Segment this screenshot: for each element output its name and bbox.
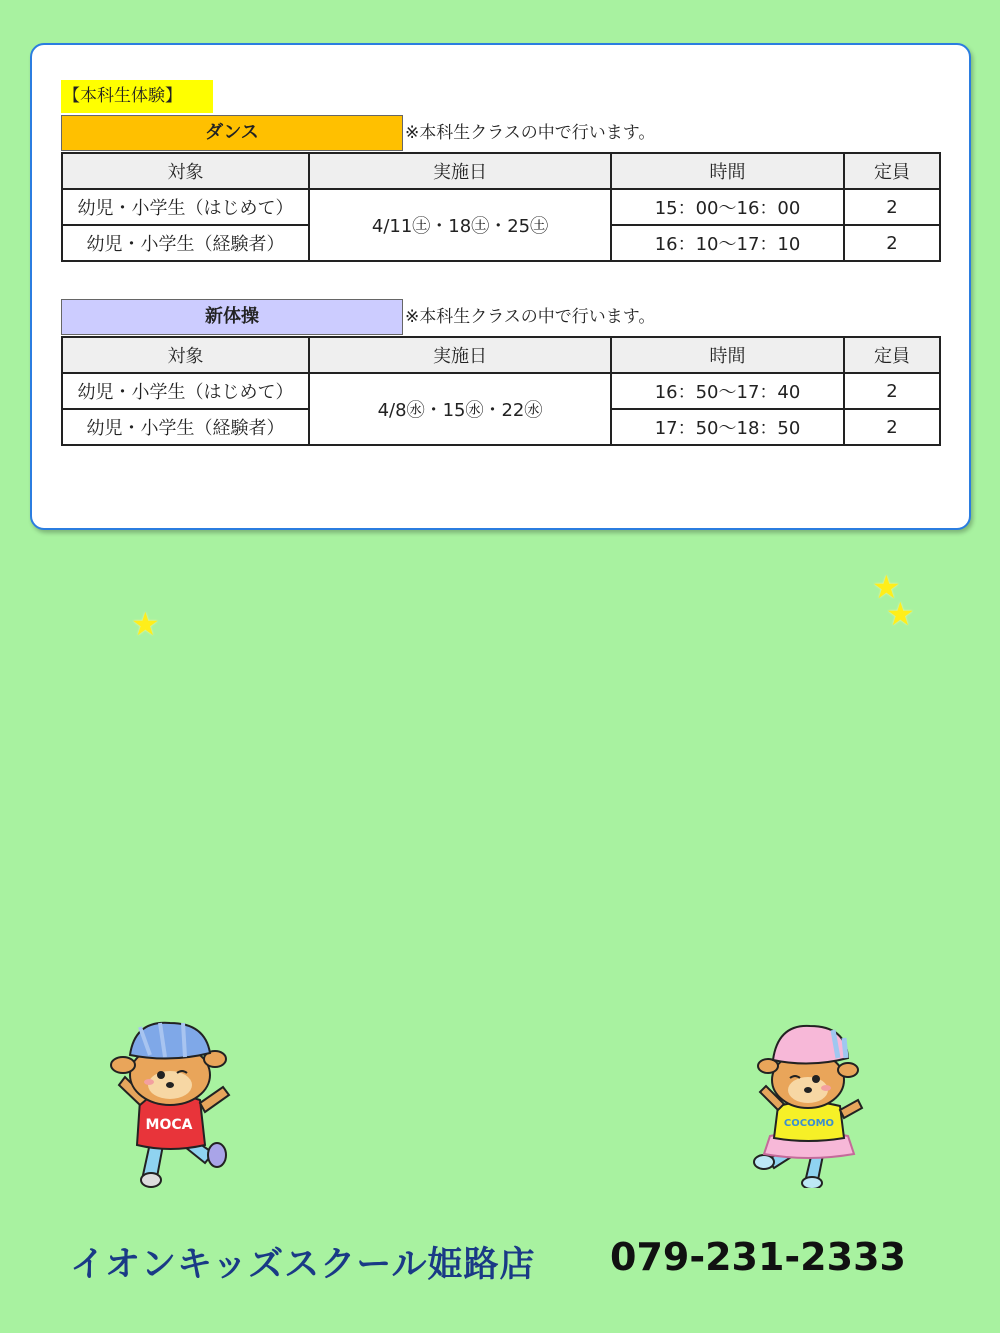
category-label: ダンス — [61, 115, 403, 151]
target-cell: 幼児・小学生（はじめて） — [62, 189, 309, 225]
cocomo-mascot-icon — [748, 1018, 873, 1188]
header-target: 対象 — [62, 337, 309, 373]
header-date: 実施日 — [309, 337, 611, 373]
header-capacity: 定員 — [844, 337, 940, 373]
phone-number[interactable]: 079-231-2333 — [610, 1235, 906, 1279]
star-icon: ★ — [886, 595, 915, 633]
dance-schedule-table — [61, 152, 941, 262]
gymnastics-schedule-table — [61, 336, 941, 446]
section-tag: 【本科生体験】 — [61, 80, 213, 113]
gymnastics-category-row — [61, 299, 655, 335]
time-cell: 15：00～16：00 — [611, 189, 844, 225]
table-row — [62, 373, 940, 409]
date-cell: 4/11㊏・18㊏・25㊏ — [309, 189, 611, 261]
time-cell: 16：10～17：10 — [611, 225, 844, 261]
moca-mascot-icon — [105, 1015, 240, 1190]
cocomo-shirt-text: COCOMO — [783, 1118, 835, 1129]
header-date: 実施日 — [309, 153, 611, 189]
star-icon: ★ — [131, 605, 160, 643]
school-name: イオンキッズスクール姫路店 — [70, 1245, 536, 1285]
header-capacity: 定員 — [844, 153, 940, 189]
header-target: 対象 — [62, 153, 309, 189]
category-label: 新体操 — [61, 299, 403, 335]
table-header-row — [62, 153, 940, 189]
capacity-cell: 2 — [844, 409, 940, 445]
dance-category-row — [61, 115, 655, 151]
target-cell: 幼児・小学生（はじめて） — [62, 373, 309, 409]
star-icon: ★ — [872, 568, 901, 606]
header-time: 時間 — [611, 337, 844, 373]
capacity-cell: 2 — [844, 189, 940, 225]
capacity-cell: 2 — [844, 373, 940, 409]
category-note: ※本科生クラスの中で行います。 — [405, 307, 656, 327]
moca-shirt-text: MOCA — [145, 1117, 193, 1133]
time-cell: 16：50～17：40 — [611, 373, 844, 409]
category-note: ※本科生クラスの中で行います。 — [405, 123, 656, 143]
header-time: 時間 — [611, 153, 844, 189]
capacity-cell: 2 — [844, 225, 940, 261]
table-row — [62, 189, 940, 225]
target-cell: 幼児・小学生（経験者） — [62, 409, 309, 445]
target-cell: 幼児・小学生（経験者） — [62, 225, 309, 261]
table-header-row — [62, 337, 940, 373]
time-cell: 17：50～18：50 — [611, 409, 844, 445]
date-cell: 4/8㊌・15㊌・22㊌ — [309, 373, 611, 445]
